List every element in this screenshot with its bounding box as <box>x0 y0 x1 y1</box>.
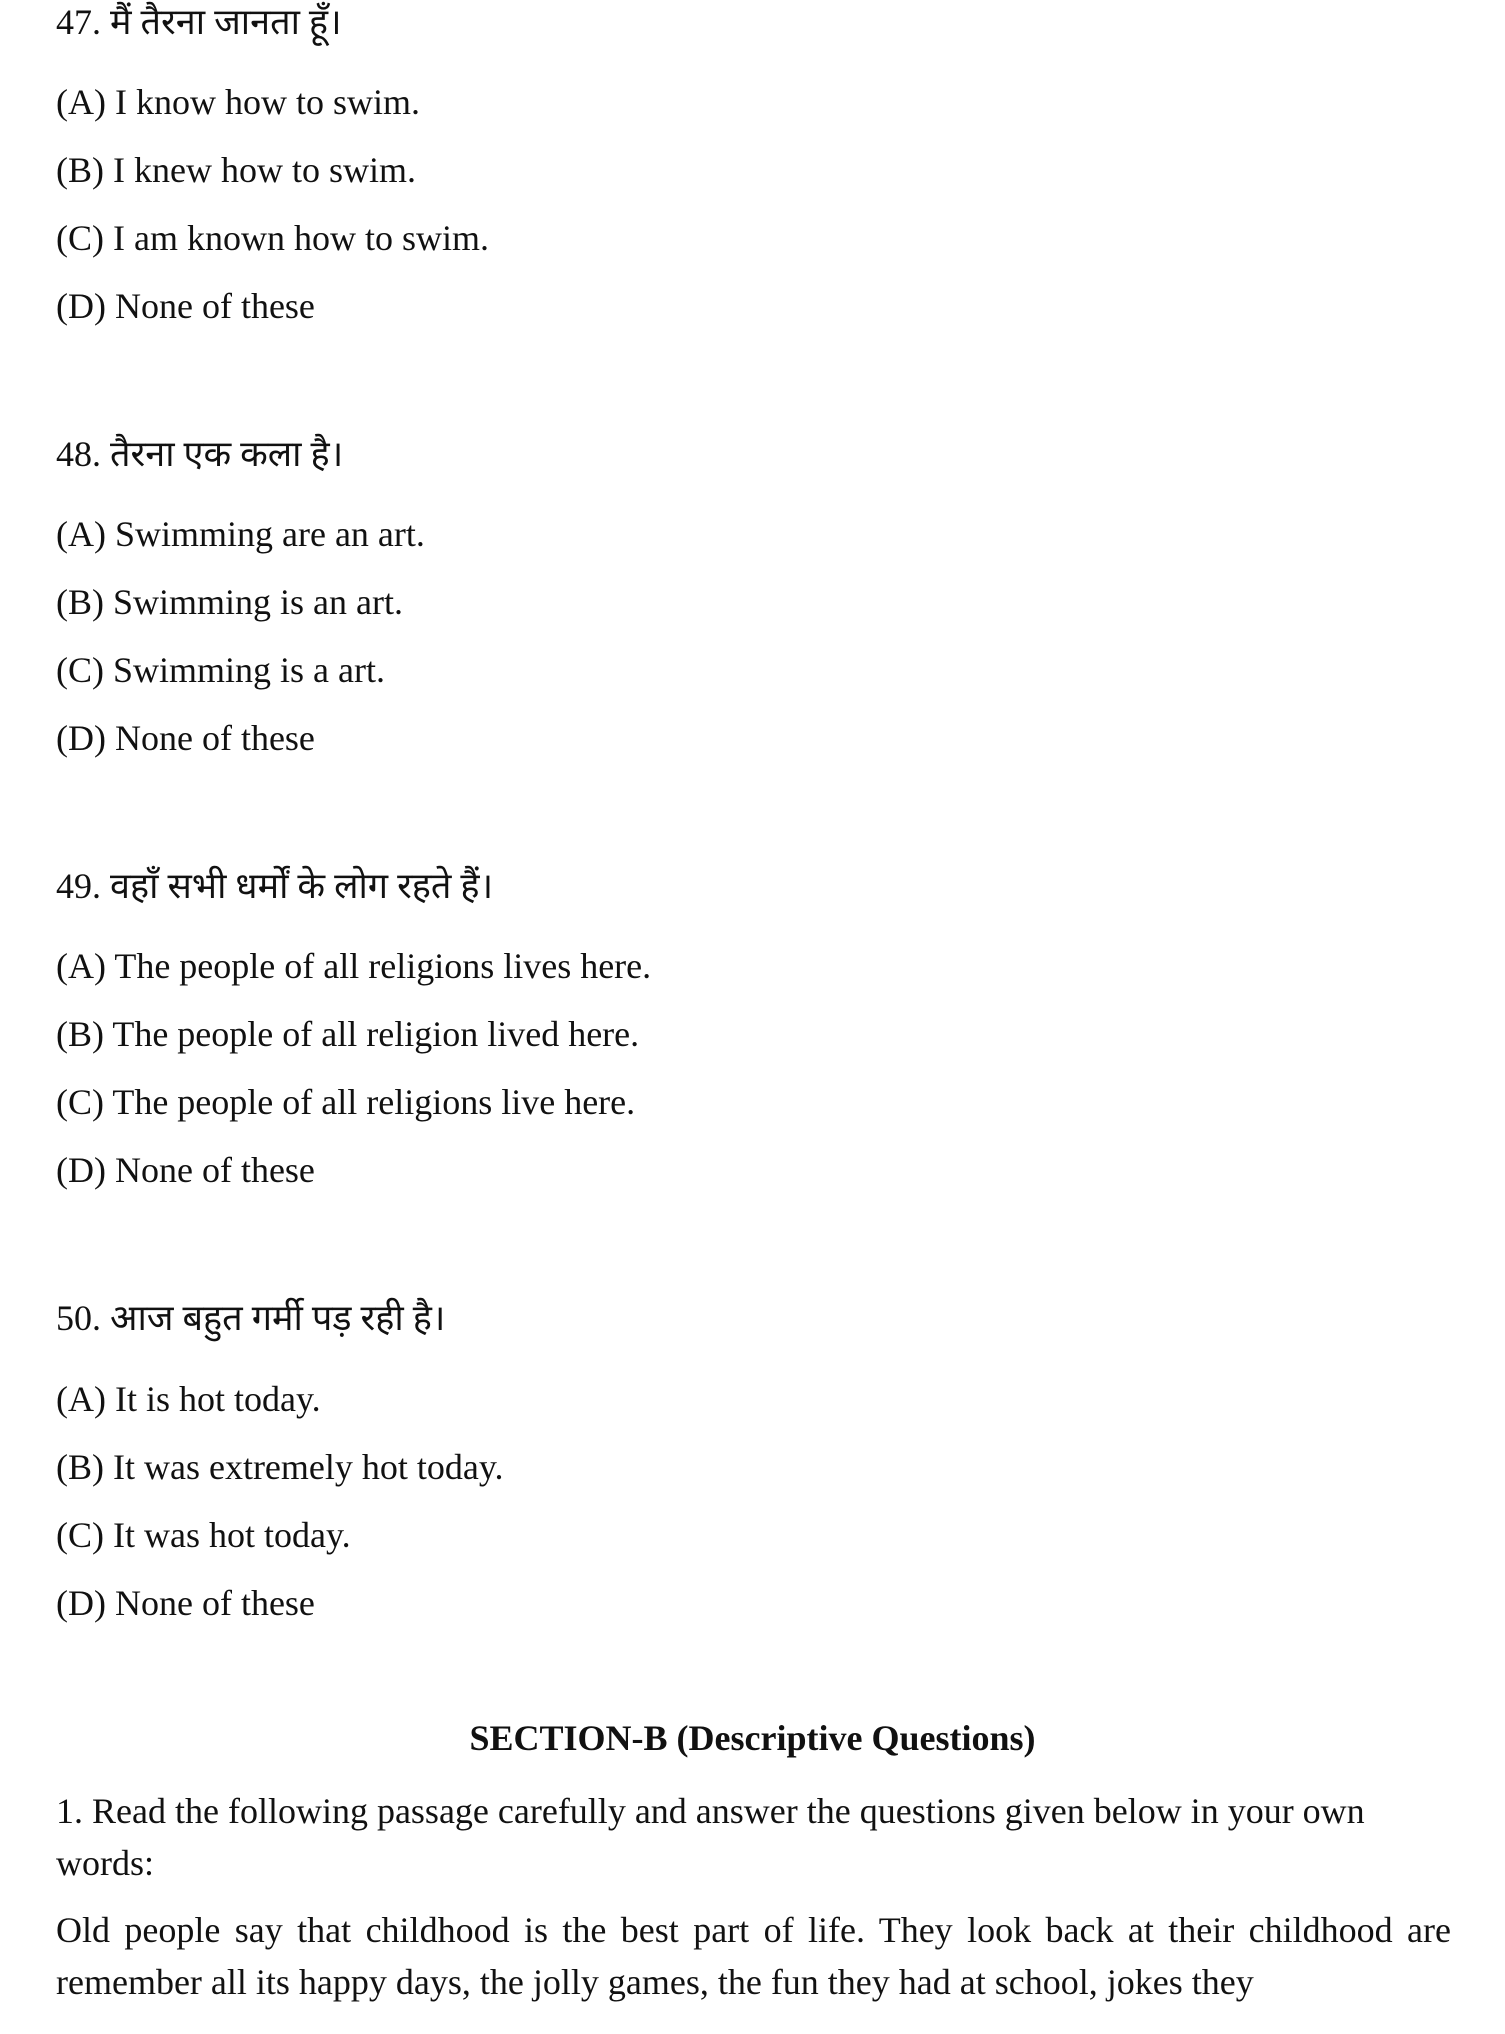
question-48-option-d: (D) None of these <box>56 718 315 758</box>
question-47-option-b: (B) I knew how to swim. <box>56 150 416 190</box>
section-b-instruction: 1. Read the following passage carefully and answer the questions given below in your own words: <box>56 1791 1365 1883</box>
section-b-passage: Old people say that childhood is the best part of life. They look back at their childhood are remember all its happy days, the jolly games, the fun they had at school, jokes they <box>56 1910 1451 2002</box>
question-49-option-c: (C) The people of all religions live here. <box>56 1082 636 1122</box>
question-49-title: 49. वहाँ सभी धर्मों के लोग रहते हैं। <box>56 866 494 906</box>
question-48-option-a: (A) Swimming are an art. <box>56 514 425 554</box>
question-47-option-d: (D) None of these <box>56 286 315 326</box>
question-49-option-a: (A) The people of all religions lives here. <box>56 946 652 986</box>
question-50-option-d: (D) None of these <box>56 1583 315 1623</box>
question-49-option-b: (B) The people of all religion lived here. <box>56 1014 640 1054</box>
question-50-option-c: (C) It was hot today. <box>56 1515 351 1555</box>
question-48-title: 48. तैरना एक कला है। <box>56 434 344 474</box>
question-50-title: 50. आज बहुत गर्मी पड़ रही है। <box>56 1298 446 1338</box>
question-47-option-c: (C) I am known how to swim. <box>56 218 489 258</box>
question-49-option-d: (D) None of these <box>56 1150 315 1190</box>
question-50-option-a: (A) It is hot today. <box>56 1379 321 1419</box>
question-47-title: 47. मैं तैरना जानता हूँ। <box>56 2 342 42</box>
question-48-option-c: (C) Swimming is a art. <box>56 650 385 690</box>
question-47-option-a: (A) I know how to swim. <box>56 82 420 122</box>
question-48-option-b: (B) Swimming is an art. <box>56 582 403 622</box>
section-b-heading: SECTION-B (Descriptive Questions) <box>469 1718 1036 1758</box>
question-50-option-b: (B) It was extremely hot today. <box>56 1447 504 1487</box>
